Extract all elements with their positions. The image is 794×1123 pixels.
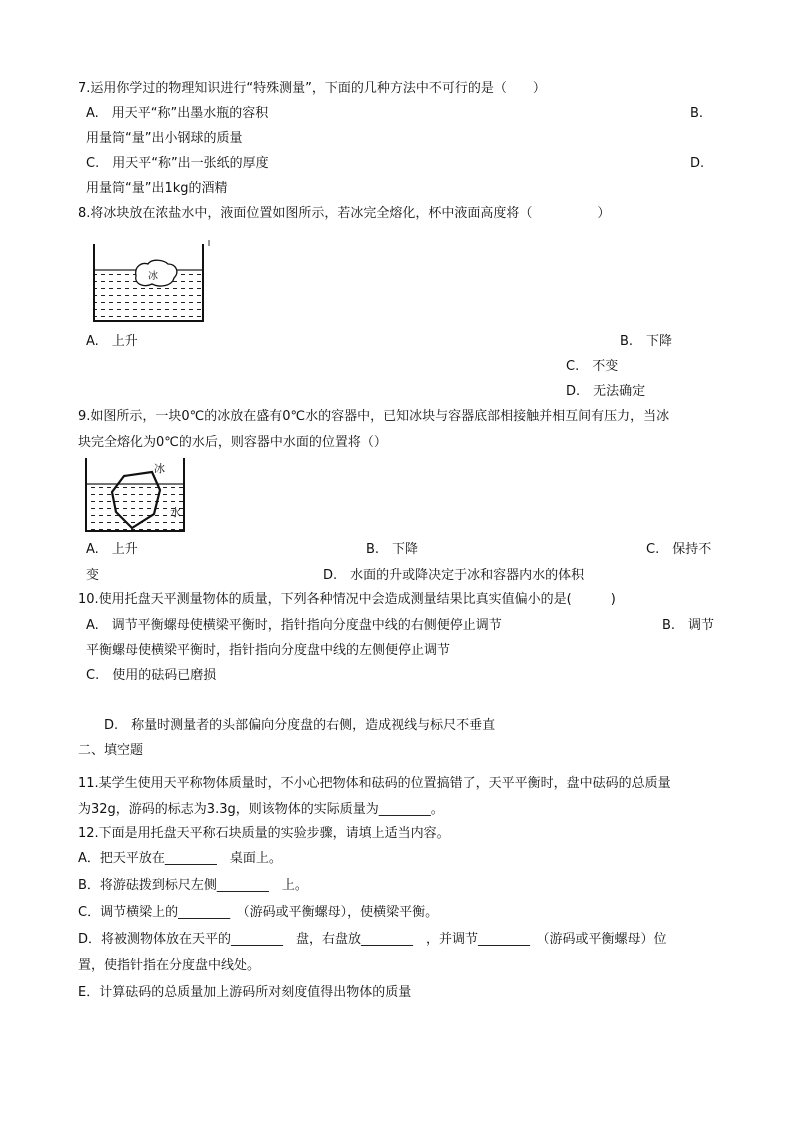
q10-option-d[interactable]: D. 称量时测量者的头部偏向分度盘的右侧，造成视线与标尺不垂直 xyxy=(104,718,496,733)
q9-option-a[interactable]: A. 上升 xyxy=(86,542,138,557)
q9-stem-line2: 块完全熔化为0℃的水后，则容器中水面的位置将（） xyxy=(78,435,387,450)
q9-option-c-cont: 变 xyxy=(86,568,100,583)
q10-option-b-cont: 平衡螺母使横梁平衡时，指针指向分度盘中线的左侧便停止调节 xyxy=(86,643,451,658)
q10-option-a[interactable]: A. 调节平衡螺母使横梁平衡时，指针指向分度盘中线的右侧便停止调节 xyxy=(86,618,502,633)
q12-step-b: B．将游砝拨到标尺左侧________ 上。 xyxy=(78,878,308,893)
q12-step-c: C．调节横梁上的________ （游码或平衡螺母），使横梁平衡。 xyxy=(78,905,439,920)
q12-step-a: A．把天平放在________ 桌面上。 xyxy=(78,851,282,866)
q9-water-label: 水 xyxy=(170,506,181,519)
q8-beaker-figure xyxy=(84,236,214,324)
q8-option-a[interactable]: A. 上升 xyxy=(86,334,138,349)
q12-step-d-line1: D．将被测物体放在天平的________ 盘，右盘放________ ，并调节________ （游码或平衡螺母）位 xyxy=(78,932,667,947)
q8-stem: 8.将冰块放在浓盐水中，液面位置如图所示，若冰完全熔化，杯中液面高度将（ ） xyxy=(78,206,611,221)
q7-option-d-text[interactable]: 用量筒“量”出1kg的酒精 xyxy=(86,181,228,196)
q7-option-d-letter[interactable]: D. xyxy=(690,156,705,171)
q7-option-b-letter[interactable]: B. xyxy=(690,106,704,121)
q8-option-c[interactable]: C. 不变 xyxy=(566,359,619,374)
q9-ice-label: 冰 xyxy=(154,462,165,475)
q10-option-b-head[interactable]: B. 调节 xyxy=(662,618,715,633)
q7-stem: 7.运用你学过的物理知识进行“特殊测量”，下面的几种方法中不可行的是（ ） xyxy=(78,81,546,96)
q10-stem: 10.使用托盘天平测量物体的质量，下列各种情况中会造成测量结果比真实值偏小的是( ) xyxy=(78,592,616,607)
q7-option-b-text[interactable]: 用量筒“量”出小钢球的质量 xyxy=(86,131,243,146)
q9-option-c[interactable]: C. 保持不 xyxy=(646,542,712,557)
q7-option-a[interactable]: A. 用天平“称”出墨水瓶的容积 xyxy=(86,106,269,121)
q9-container-figure xyxy=(82,456,190,534)
q12-step-d-line2: 置，使指针指在分度盘中线处。 xyxy=(78,958,261,973)
q8-ice-label: 冰 xyxy=(148,271,158,282)
q12-stem: 12.下面是用托盘天平称石块质量的实验步骤，请填上适当内容。 xyxy=(78,826,450,841)
q12-step-e: E．计算砝码的总质量加上游码所对刻度值得出物体的质量 xyxy=(78,985,412,1000)
section-title-fill-blank: 二、填空题 xyxy=(78,743,144,758)
q8-option-d[interactable]: D. 无法确定 xyxy=(566,384,646,399)
q11-line1: 11.某学生使用天平称物体质量时，不小心把物体和砝码的位置搞错了，天平平衡时，盘中砝码的总质量 xyxy=(78,776,671,791)
q9-option-b[interactable]: B. 下降 xyxy=(366,542,419,557)
q9-option-d[interactable]: D. 水面的升或降决定于冰和容器内水的体积 xyxy=(323,568,585,583)
q10-option-c[interactable]: C. 使用的砝码已磨损 xyxy=(86,668,217,683)
q7-option-c[interactable]: C. 用天平“称”出一张纸的厚度 xyxy=(86,156,269,171)
q9-stem-line1: 9.如图所示，一块0℃的冰放在盛有0℃水的容器中，已知冰块与容器底部相接触并相互间有压力，当冰 xyxy=(78,409,670,424)
q11-line2: 为32g，游码的标志为3.3g，则该物体的实际质量为________。 xyxy=(78,802,444,817)
q8-option-b[interactable]: B. 下降 xyxy=(620,334,673,349)
